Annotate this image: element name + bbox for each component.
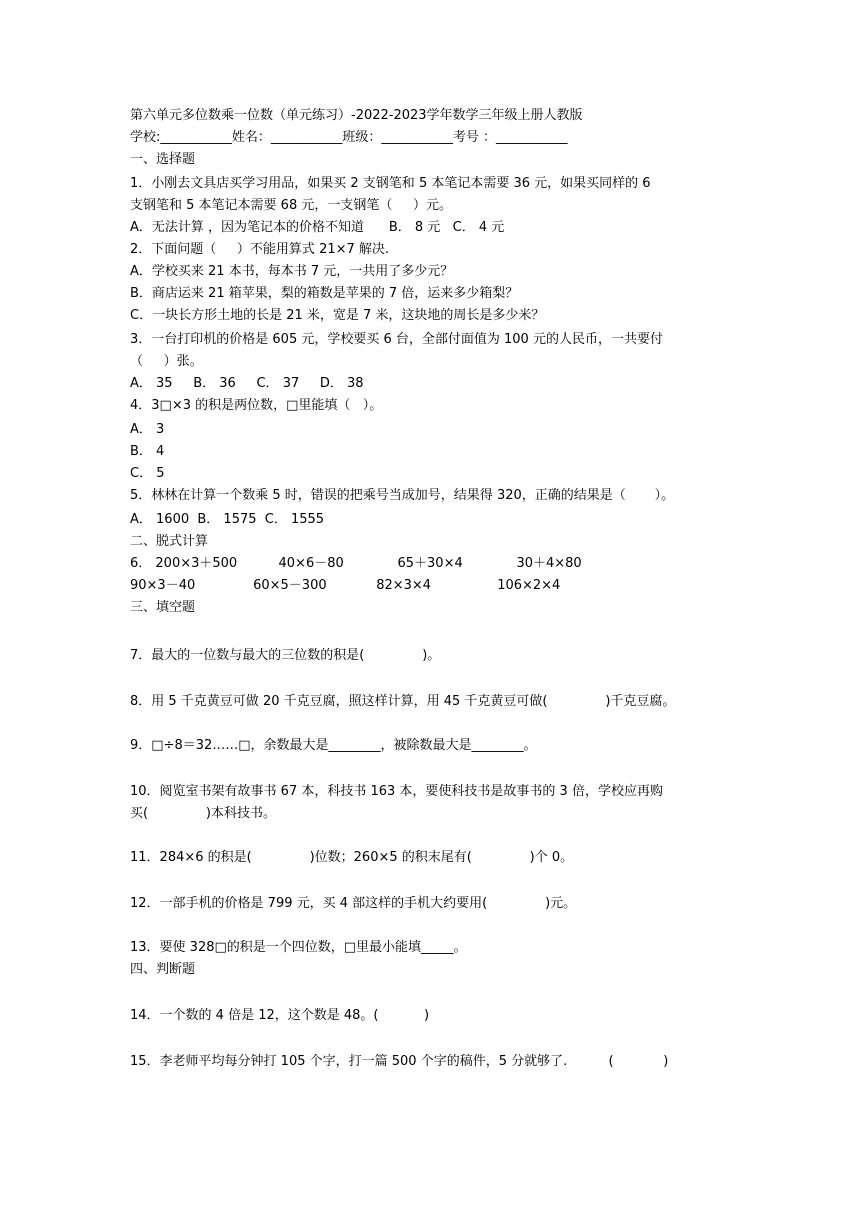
question-4-option-c: C． 5 bbox=[130, 466, 165, 481]
worksheet-title: 第六单元多位数乘一位数（单元练习）-2022-2023学年数学三年级上册人教版 bbox=[130, 108, 583, 123]
question-2-option-a: A．学校买来 21 本书，每本书 7 元，一共用了多少元？ bbox=[130, 264, 454, 279]
question-4-option-b: B． 4 bbox=[130, 444, 165, 459]
section-heading-choice: 一、选择题 bbox=[130, 152, 196, 167]
question-13: 13．要使 328□的积是一个四位数，□里最小能填_____。 bbox=[130, 940, 467, 955]
section-heading-fill-in: 三、填空题 bbox=[130, 600, 196, 615]
question-1-options: A．无法计算 ，因为笔记本的价格不知道 B． 8 元 C． 4 元 bbox=[130, 220, 505, 235]
question-14: 14．一个数的 4 倍是 12，这个数是 48。( ) bbox=[130, 1008, 430, 1023]
question-2-option-c: C．一块长方形土地的长是 21 米，宽是 7 米，这块地的周长是多少米？ bbox=[130, 308, 545, 323]
section-heading-calculation: 二、脱式计算 bbox=[130, 534, 209, 549]
question-5-options: A． 1600 B． 1575 C． 1555 bbox=[130, 512, 325, 527]
question-4: 4．3□×3 的积是两位数，□里能填（ ）。 bbox=[130, 398, 383, 413]
question-1-line-1: 1．小刚去文具店买学习用品，如果买 2 支钢笔和 5 本笔记本需要 36 元，如果买同样的 6 bbox=[130, 176, 651, 191]
question-8: 8．用 5 千克黄豆可做 20 千克豆腐，照这样计算，用 45 千克黄豆可做( )千克豆腐。 bbox=[130, 694, 676, 709]
question-1-line-2: 支钢笔和 5 本笔记本需要 68 元，一支钢笔（ ）元。 bbox=[130, 198, 453, 213]
question-10-line-2: 买( )本科技书。 bbox=[130, 806, 276, 821]
student-info-line: 学校:___________姓名：___________班级：___________考号 ：___________ bbox=[130, 130, 568, 145]
question-6-row-1: 6． 200×3＋500 40×6－80 65＋30×4 30＋4×80 bbox=[130, 556, 582, 571]
question-6-row-2: 90×3－40 60×5－300 82×3×4 106×2×4 bbox=[130, 578, 561, 593]
question-3-options: A． 35 B． 36 C． 37 D． 38 bbox=[130, 376, 364, 391]
question-9: 9．□÷8＝32……□，余数最大是________，被除数最大是________。 bbox=[130, 738, 537, 753]
question-10-line-1: 10．阅览室书架有故事书 67 本，科技书 163 本，要使科技书是故事书的 3 倍，学校应再购 bbox=[130, 784, 663, 799]
question-5: 5．林林在计算一个数乘 5 时，错误的把乘号当成加号，结果得 320，正确的结果是（ ）。 bbox=[130, 488, 675, 503]
question-12: 12．一部手机的价格是 799 元，买 4 部这样的手机大约要用( )元。 bbox=[130, 896, 577, 911]
section-heading-judgement: 四、判断题 bbox=[130, 962, 196, 977]
question-7: 7．最大的一位数与最大的三位数的积是( )。 bbox=[130, 648, 441, 663]
question-11: 11．284×6 的积是( )位数；260×5 的积末尾有( )个 0。 bbox=[130, 850, 574, 865]
question-3-line-2: （ ）张。 bbox=[130, 354, 203, 369]
question-3-line-1: 3．一台打印机的价格是 605 元，学校要买 6 台，全部付面值为 100 元的人民币，一共要付 bbox=[130, 332, 663, 347]
question-15: 15．李老师平均每分钟打 105 个字，打一篇 500 个字的稿件，5 分就够了. ( ) bbox=[130, 1054, 669, 1069]
question-2: 2．下面问题（ ）不能用算式 21×7 解决. bbox=[130, 242, 390, 257]
question-2-option-b: B．商店运来 21 箱苹果，梨的箱数是苹果的 7 倍，运来多少箱梨？ bbox=[130, 286, 519, 301]
question-4-option-a: A． 3 bbox=[130, 422, 165, 437]
